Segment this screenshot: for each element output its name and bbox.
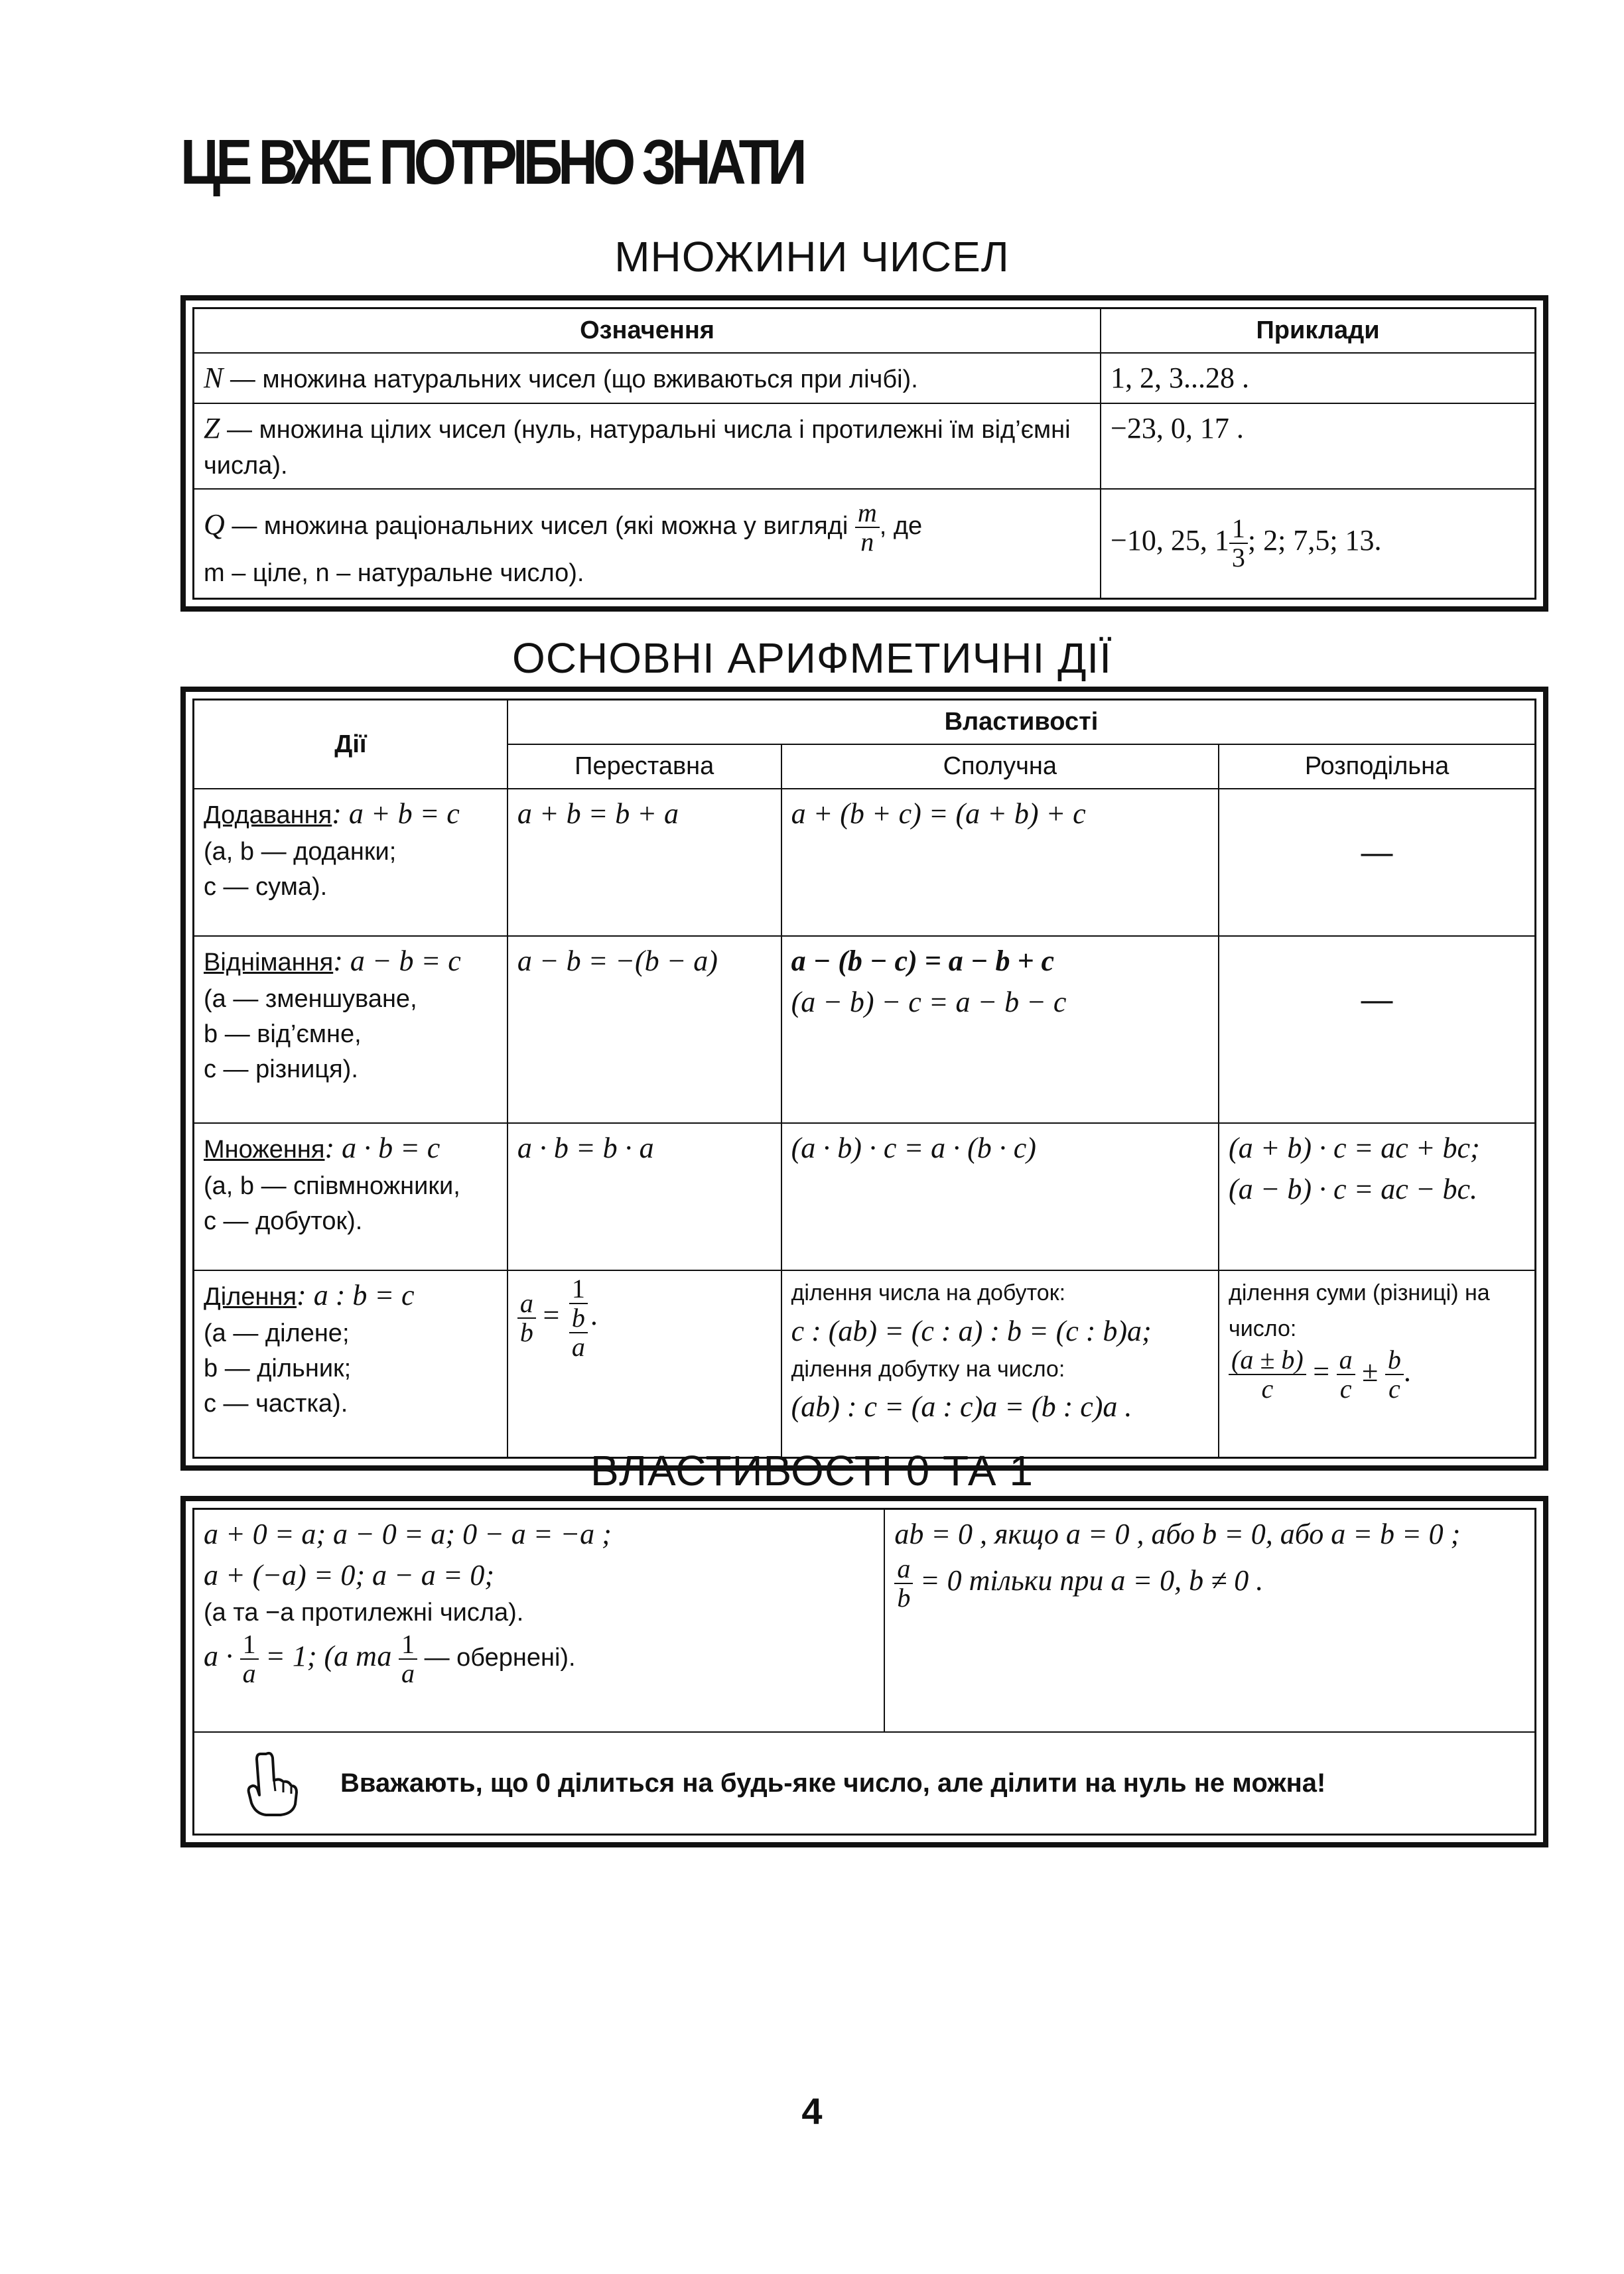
- col-actions: Дії: [194, 700, 508, 789]
- mul-commutative: a · b = b · a: [508, 1123, 781, 1270]
- col-properties: Властивості: [508, 700, 1536, 745]
- col-definition: Означення: [194, 308, 1101, 354]
- add-distributive: —: [1219, 789, 1535, 936]
- table-row: [194, 1509, 1536, 1732]
- zero-one-right: ab = 0 , якщо a = 0 , або b = 0, або a = b = 0 ; $\frac{a}{b}$ = 0 тільки при a = 0, b ≠ 0 .: [884, 1509, 1535, 1732]
- op-division: Ділення: a : b = c (a — ділене; b — дільник; c — частка).: [194, 1270, 508, 1457]
- table-row: [194, 1123, 1536, 1270]
- col-distributive: Розподільна: [1219, 744, 1535, 789]
- set-rational-example: −10, 25, 1 $\frac{1}{3}$ ; 2; 7,5; 13.: [1101, 489, 1535, 599]
- fraction-a-over-b: $\frac{a}{b}$: [894, 1555, 913, 1612]
- fraction-one-third: $\frac{1}{3}$: [1229, 515, 1248, 572]
- op-multiplication: Множення: a · b = c (a, b — співмножники, c — добуток).: [194, 1123, 508, 1270]
- col-associative: Сполучна: [781, 744, 1219, 789]
- table-row: [194, 1270, 1536, 1457]
- ops-table: [192, 699, 1536, 1459]
- mul-associative: (a · b) · c = a · (b · c): [781, 1123, 1219, 1270]
- set-integer-example: −23, 0, 17 .: [1101, 403, 1535, 489]
- sets-section-title: МНОЖИНИ ЧИСЕЛ: [614, 233, 1010, 281]
- set-rational-definition: Q — множина раціональних чисел (які можна у вигляді $\frac{m}{n}$ , де m – ціле, n – натуральне число).: [194, 489, 1101, 599]
- sub-commutative: a − b = −(b − a): [508, 936, 781, 1123]
- table-row: [194, 1732, 1536, 1835]
- zero-one-left: a + 0 = a; a − 0 = a; 0 − a = −a ; a + (−a) = 0; a − a = 0; (a та −a протилежні числа). a · $\frac{1}{a}$ = 1; (a та $\frac{1}{a}$ — обернені).: [194, 1509, 885, 1732]
- fraction-sum-over-c: $\frac{(a \pm b)}{c}$: [1229, 1346, 1306, 1403]
- col-examples: Приклади: [1101, 308, 1535, 354]
- table-row: [194, 789, 1536, 936]
- op-subtraction: Віднімання: a − b = c (a — зменшуване, b — від’ємне, c — різниця).: [194, 936, 508, 1123]
- ops-table-frame: [180, 687, 1548, 1471]
- zero-one-frame: [180, 1496, 1548, 1847]
- set-text: — множина цілих чисел (нуль, натуральні числа і протилежні їм від’ємні числа).: [204, 415, 1071, 480]
- fraction-a-over-b: $\frac{a}{b}$: [517, 1290, 536, 1347]
- fraction-m-over-n: $\frac{m}{n}$: [855, 499, 880, 556]
- set-symbol: Q: [204, 507, 225, 541]
- add-associative: a + (b + c) = (a + b) + c: [781, 789, 1219, 936]
- note-text: Вважають, що 0 ділиться на будь-яке число, але ділити на нуль не можна!: [340, 1768, 1326, 1798]
- fraction-one-over-a: $\frac{1}{a}$: [240, 1631, 259, 1688]
- sub-distributive: —: [1219, 936, 1535, 1123]
- zero-one-section-title: ВЛАСТИВОСТІ 0 ТА 1: [590, 1447, 1034, 1495]
- set-symbol: Z: [204, 411, 220, 444]
- div-distributive: ділення суми (різниці) на число: $\frac{(a \pm b)}{c}$ = $\frac{a}{c}$ ± $\frac{b}{c}$ .: [1219, 1270, 1535, 1457]
- div-commutative: $\frac{a}{b}$ = $\frac{1}{\frac{b}{a}}$ .: [508, 1270, 781, 1457]
- table-row: [194, 489, 1536, 599]
- zero-one-table: [192, 1508, 1536, 1836]
- set-symbol: N: [204, 362, 224, 395]
- sets-table-frame: [180, 295, 1548, 612]
- sub-associative: a − (b − c) = a − b + c (a − b) − c = a − b − c: [781, 936, 1219, 1123]
- add-commutative: a + b = b + a: [508, 789, 781, 936]
- set-text: — множина натуральних чисел (що вживаються при лічбі).: [223, 366, 918, 394]
- table-row: [194, 936, 1536, 1123]
- mul-distributive: (a + b) · c = ac + bc; (a − b) · c = ac − bc.: [1219, 1123, 1535, 1270]
- page-number: 4: [801, 2090, 823, 2132]
- note-cell: [194, 1732, 1536, 1835]
- table-row: [194, 353, 1536, 403]
- ops-section-title: ОСНОВНІ АРИФМЕТИЧНІ ДІЇ: [512, 634, 1112, 682]
- table-row: [194, 403, 1536, 489]
- page-title: ЦЕ ВЖЕ ПОТРІБНО ЗНАТИ: [180, 127, 803, 198]
- col-commutative: Переставна: [508, 744, 781, 789]
- fraction-one-over-b-over-a: $\frac{1}{\frac{b}{a}}$: [567, 1275, 590, 1361]
- op-addition: Додавання: a + b = c (a, b — доданки; c — сума).: [194, 789, 508, 936]
- set-integer-definition: [194, 403, 1101, 489]
- set-natural-example: 1, 2, 3...28 .: [1101, 353, 1535, 403]
- div-associative: ділення числа на добуток: c : (ab) = (c : a) : b = (c : b)a; ділення добутку на число: (ab) : c = (a : c)a = (b : c)a .: [781, 1270, 1219, 1457]
- set-natural-definition: [194, 353, 1101, 403]
- pointing-hand-icon: [241, 1750, 301, 1816]
- sets-table: [192, 307, 1536, 600]
- note: [194, 1733, 1534, 1834]
